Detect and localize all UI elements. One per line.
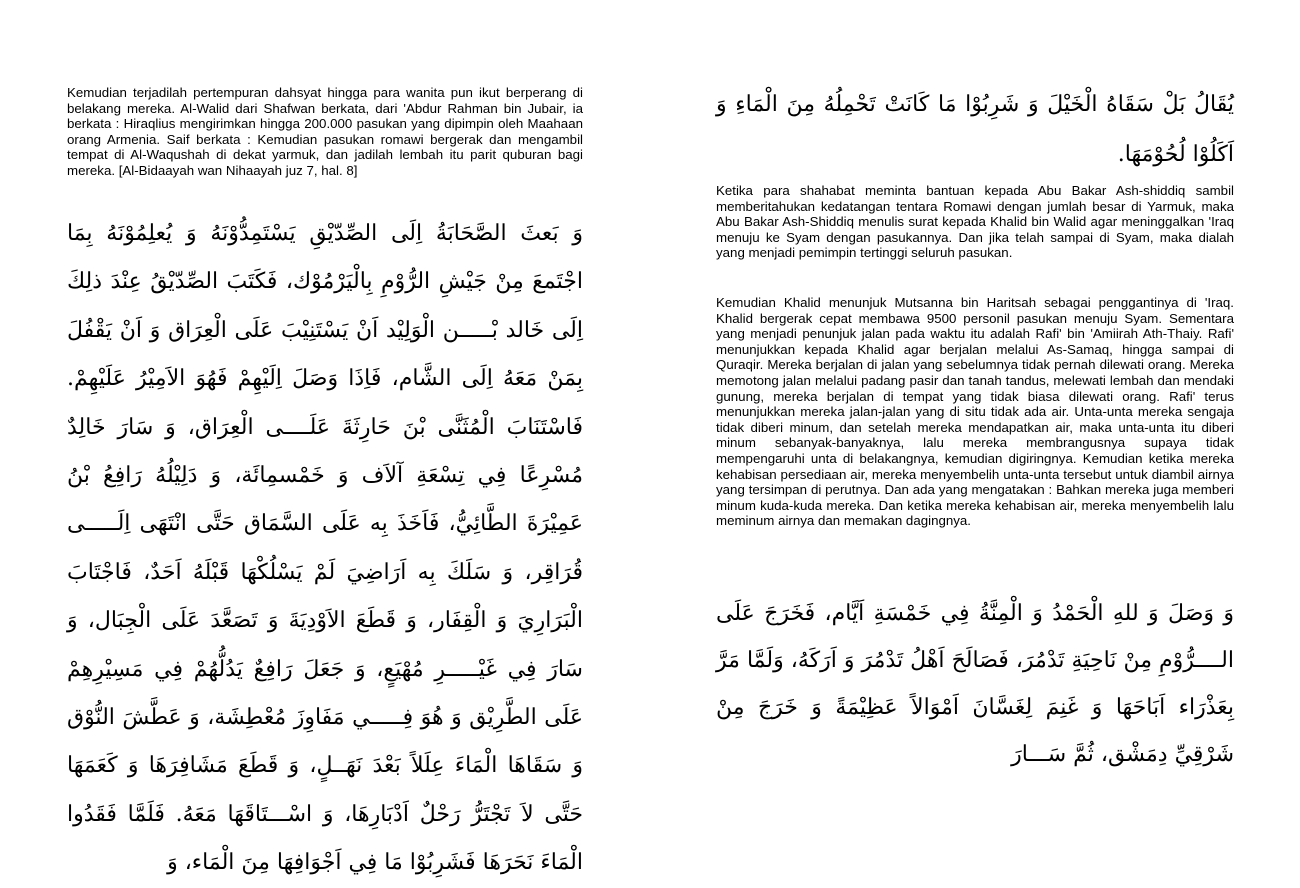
right-arabic-passage-top: يُقَالُ بَلْ سَقَاهُ الْخَيْلَ وَ شَرِبُوْا مَا كَانَتْ تَحْمِلُهُ مِنَ الْمَاءِ وَ اَكَلُوْا لُحُوْمَهَا.	[716, 92, 1234, 167]
right-indonesian-paragraph-2: Kemudian Khalid menunjuk Mutsanna bin Haritsah sebagai penggantinya di 'Iraq. Khalid bergerak cepat membawa 9500 personil pasukan menuju Syam. Sementara yang menjadi penunjuk jalan pada waktu itu adalah Rafi' bin 'Amiirah Ath-Thaiy. Rafi' menunjukkan kepada Khalid agar berjalan melalui As-Samaq, hingga sampai di Quraqir. Mereka berjalan di jalan yang sebelumnya tidak pernah dilewati orang. Mereka memotong jalan melalui padang pasir dan tanah tandus, melewati lembah dan mendaki gunung, mereka berjalan di tempat yang tidak biasa dilewati orang. Rafi' terus menunjukkan mereka jalan-jalan yang di situ tidak ada air. Unta-unta mereka sengaja tidak diberi minum, dan setelah mereka mendapatkan air, maka unta-unta itu diberi minum sebanyak-banyaknya, lalu mereka membrangusnya supaya tidak mempengaruhi unta di belakangnya, kemudian digiringnya. Kemudian ketika mereka kehabisan persediaan air, mereka menyembelih unta-unta tersebut untuk diambil airnya yang tersimpan di perutnya. Dan ada yang mengatakan : Bahkan mereka juga memberi minum kuda-kuda mereka. Dan ketika mereka kehabisan air, mereka menyembelih lalu meminum airnya dan memakan dagingnya.	[716, 295, 1234, 529]
right-page	[650, 0, 1300, 850]
left-page	[0, 0, 650, 876]
left-indonesian-paragraph: Kemudian terjadilah pertempuran dahsyat hingga para wanita pun ikut berperang di belakang mereka. Al-Walid dari Shafwan berkata, dari 'Abdur Rahman bin Jubair, ia berkata : Hiraqlius mengirimkan hingga 200.000 pasukan yang dipimpin oleh Maahaan orang Armenia. Saif berkata : Kemudian pasukan romawi bergerak dan mengambil tempat di Al-Waqushah di dekat yarmuk, dan jadilah lembah itu parit quburan bagi mereka. [Al-Bidaayah wan Nihaayah juz 7, hal. 8]	[67, 85, 583, 178]
right-arabic-passage-bottom: وَ وَصَلَ وَ للهِ الْحَمْدُ وَ الْمِنَّةُ فِي خَمْسَةِ اَيَّام، فَخَرَجَ عَلَى الــــرُّوْمِ مِنْ نَاحِيَةِ تَدْمُرَ، فَصَالَحَ اَهْلُ تَدْمُرَ وَ اَرَكَهُ، وَلَمَّا مَرَّ بِعَذْرَاء اَبَاحَهَا وَ غَنِمَ لِغَسَّانَ اَمْوَالاً عَظِيْمَةً وَ خَرَجَ مِنْ شَرْقِيِّ دِمَشْق، ثُمَّ سَـــارَ	[716, 601, 1234, 767]
left-arabic-passage: وَ بَعثَ الصَّحَابَةُ اِلَى الصِّدّيْقِ يَسْتَمِدُّوْنَهُ وَ يُعلِمُوْنَهُ بِمَا اجْتَمعَ مِنْ جَيْشِ الرُّوْمِ بِالْيَرْمُوْك، فَكَتَبَ الصِّدّيْقُ عِنْدَ ذلِكَ اِلَى خَالد بْـــــن الْوَلِيْد اَنْ يَسْتَنِيْبَ عَلَى الْعِرَاق وَ اَنْ يَقْفُلَ بِمَنْ مَعَهُ اِلَى الشَّام، فَاِذَا وَصَلَ اِلَيْهِمْ فَهُوَ الاَمِيْرُ عَلَيْهِمْ. فَاسْتَنَابَ الْمُثَنَّى بْنَ حَارِثَةَ عَلَــــى الْعِرَاق، وَ سَارَ خَالِدٌ مُسْرِعًا فِي تِسْعَةِ آلاَف وَ خَمْسمِائَة، وَ دَلِيْلُهُ رَافِعُ بْنُ عَمِيْرَةَ الطَّائِيُّ، فَاَخَذَ بِه عَلَى السَّمَاق حَتَّى انْتَهَى اِلَـــــى قُرَاقِر، وَ سَلَكَ بِه اَرَاضِيَ لَمْ يَسْلُكْهَا قَبْلَهُ اَحَدٌ، فَاجْتَابَ الْبَرَارِيَ وَ الْقِفَار، وَ قَطَعَ الاَوْدِيَةَ وَ تَصَعَّدَ عَلَى الْجِبَال، وَ سَارَ فِي غَيْـــــرِ مُهْيَعٍ، وَ جَعَلَ رَافِعٌ يَدُلُّهُمْ فِي مَسِيْرِهِمْ عَلَى الطَّرِيْق وَ هُوَ فِـــــي مَفَاوِزَ مُعْطِشَة، وَ عَطَّشَ النُّوْق وَ سَقَاهَا الْمَاءَ عِلَلاً بَعْدَ نَهَــلٍ، وَ قَطَعَ مَشَافِرَهَا وَ كَعَمَهَا حَتَّى لاَ تَجْتَرُّ رَحْلٌ اَدْبَارِهَا، وَ اسْـــتَاقَهَا مَعَهُ. فَلَمَّا فَقَدُوا الْمَاءَ نَحَرَهَا فَشَرِبُوْا مَا فِي اَجْوَافِهَا مِنَ الْمَاء، وَ	[67, 221, 583, 876]
right-indonesian-paragraph-1: Ketika para shahabat meminta bantuan kepada Abu Bakar Ash-shiddiq sambil memberitahukan kedatangan tentara Romawi dengan jumlah besar di Yarmuk, maka Abu Bakar Ash-Shiddiq menulis surat kepada Khalid bin Walid agar meninggalkan 'Iraq menuju ke Syam dengan pasukannya. Dan jika telah sampai di Syam, maka dialah yang menjadi pemimpin tertinggi seluruh pasukan.	[716, 183, 1234, 261]
